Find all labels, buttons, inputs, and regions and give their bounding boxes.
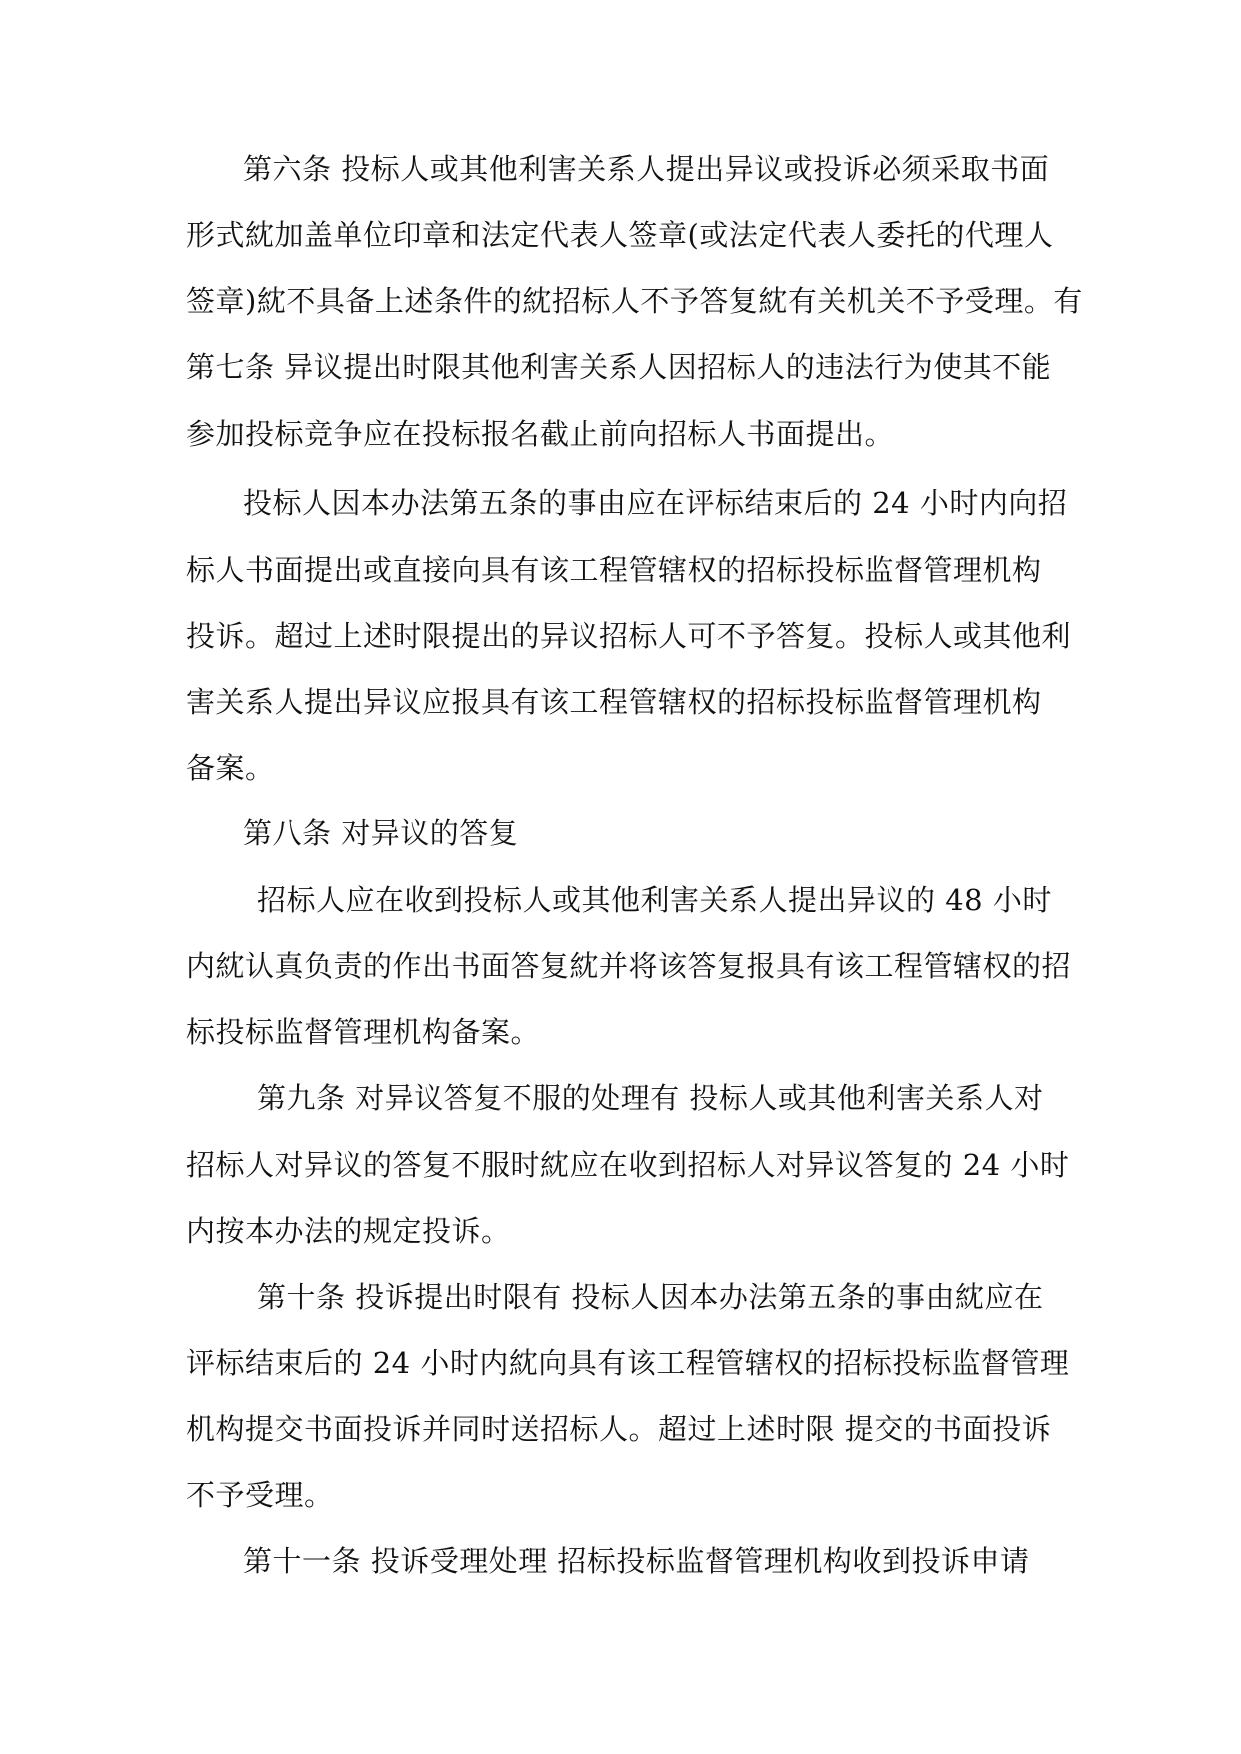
text-line: 投诉。超过上述时限提出的异议招标人可不予答复。投标人或其他利 bbox=[186, 619, 1072, 653]
text-line: 机构提交书面投诉并同时送招标人。超过上述时限 提交的书面投诉 bbox=[186, 1412, 1052, 1446]
text-line: 第六条 投标人或其他利害关系人提出异议或投诉必须采取书面 bbox=[243, 152, 1050, 186]
text-line: 投标人因本办法第五条的事由应在评标结束后的 24 小时内向招 bbox=[243, 486, 1068, 520]
text-line: 内按本办法的规定投诉。 bbox=[186, 1214, 511, 1248]
text-line: 第十条 投诉提出时限有 投标人因本办法第五条的事由紞应在 bbox=[257, 1280, 1044, 1314]
text-line: 标人书面提出或直接向具有该工程管辖权的招标投标监督管理机构 bbox=[186, 553, 1042, 587]
text-line: 备案。 bbox=[186, 751, 275, 785]
text-line: 第七条 异议提出时限其他利害关系人因招标人的违法行为使其不能 bbox=[186, 350, 1052, 384]
text-line: 内紞认真负责的作出书面答复紞并将该答复报具有该工程管辖权的招 bbox=[186, 949, 1072, 983]
text-line: 害关系人提出异议应报具有该工程管辖权的招标投标监督管理机构 bbox=[186, 685, 1042, 719]
text-line: 形式紞加盖单位印章和法定代表人签章(或法定代表人委托的代理人 bbox=[186, 218, 1054, 252]
text-line: 招标人对异议的答复不服时紞应在收到招标人对异议答复的 24 小时 bbox=[186, 1148, 1070, 1182]
text-line: 第九条 对异议答复不服的处理有 投标人或其他利害关系人对 bbox=[257, 1081, 1044, 1115]
text-line: 不予受理。 bbox=[186, 1478, 334, 1512]
text-line: 标投标监督管理机构备案。 bbox=[186, 1015, 541, 1049]
text-line: 签章)紞不具备上述条件的紞招标人不予答复紞有关机关不予受理。有 bbox=[186, 284, 1083, 318]
text-line: 参加投标竞争应在投标报名截止前向招标人书面提出。 bbox=[186, 417, 895, 451]
text-line: 第十一条 投诉受理处理 招标投标监督管理机构收到投诉申请 bbox=[243, 1544, 1030, 1578]
section-heading: 第八条 对异议的答复 bbox=[243, 816, 519, 850]
text-line: 评标结束后的 24 小时内紞向具有该工程管辖权的招标投标监督管理 bbox=[186, 1346, 1070, 1380]
text-line: 招标人应在收到投标人或其他利害关系人提出异议的 48 小时 bbox=[257, 883, 1052, 917]
